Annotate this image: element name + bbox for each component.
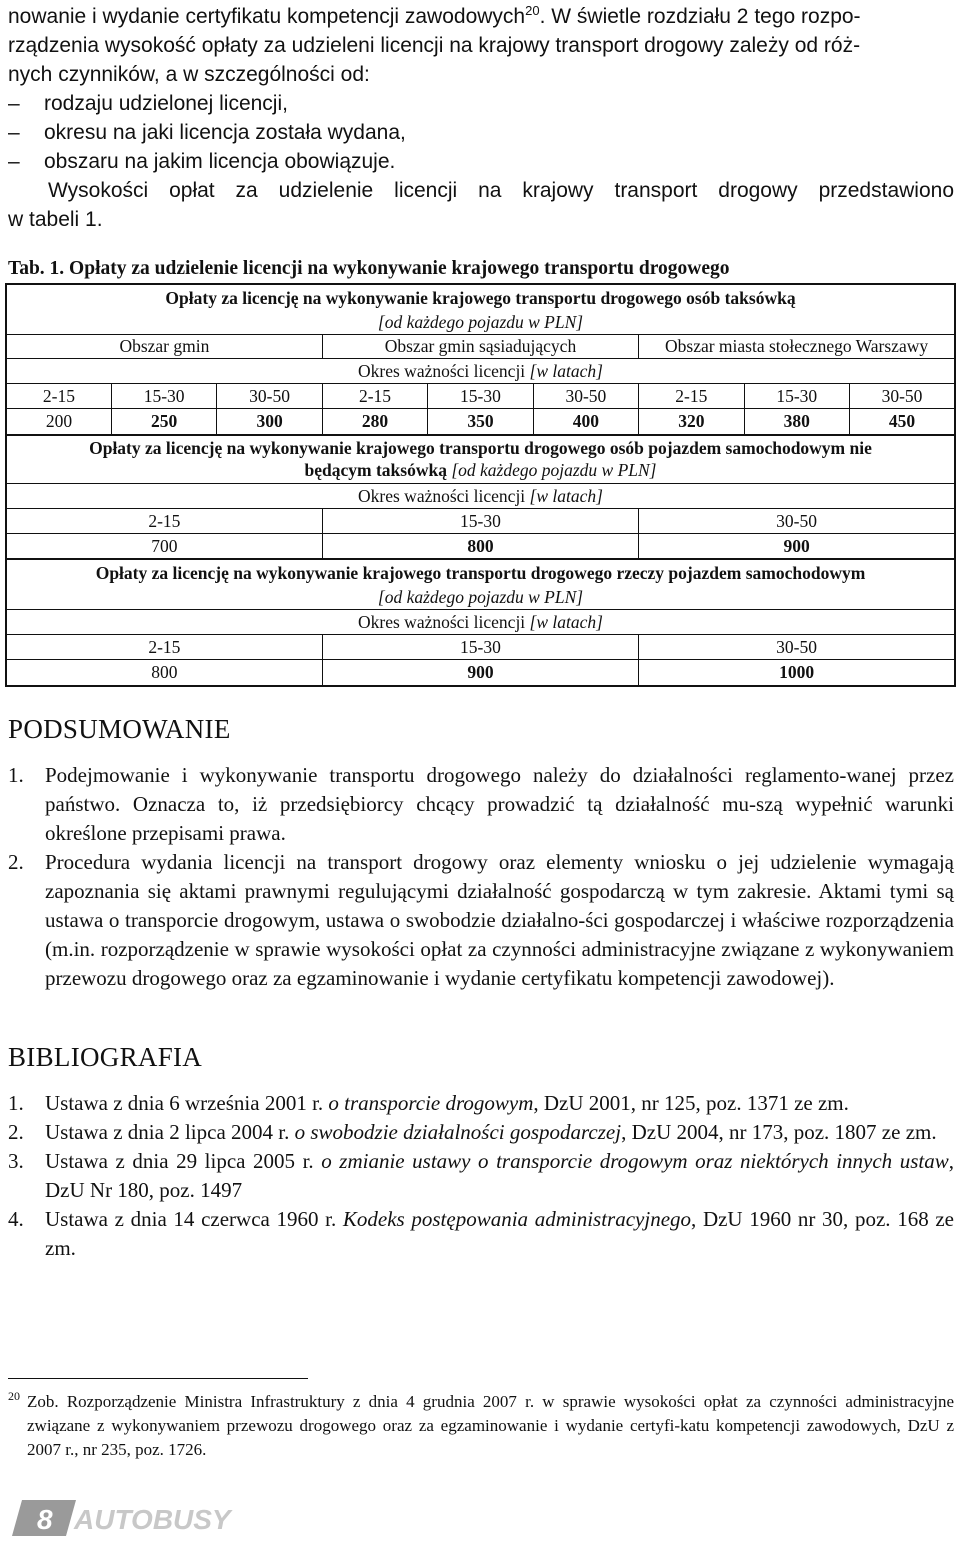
period-unit: [w latach] [529, 611, 603, 632]
table-row [6, 358, 955, 383]
citation-title: Kodeks postępowania administracyjnego [342, 1207, 692, 1231]
citation-text: Ustawa z dnia 2 lipca 2004 r. [45, 1120, 295, 1144]
dash-bullet: – [8, 92, 20, 115]
citation-title: o zmianie ustawy o transporcie drogowym oraz niektórych innych ustaw [321, 1149, 949, 1173]
table-row [6, 508, 955, 533]
period-cell: 30-50 [639, 508, 955, 533]
list-item [8, 761, 954, 848]
summary-list [8, 761, 954, 993]
citation-text: , DzU 2001, nr 125, poz. 1371 ze zm. [533, 1091, 849, 1115]
bibliography-item [8, 1089, 954, 1118]
fee-cell: 320 [639, 408, 744, 435]
summary-heading: PODSUMOWANIE [8, 714, 231, 744]
footnote-number: 20 [8, 1389, 20, 1403]
area-header-gmin: Obszar gmin [6, 334, 322, 358]
fee-cell: 700 [6, 533, 322, 559]
footnote-ref[interactable]: 20 [525, 3, 540, 18]
period-cell: 30-50 [639, 634, 955, 659]
list-item-text: Podejmowanie i wykonywanie transportu drogowego należy do działalności reglamento-wanej przez państwo. Oznacza to, iż przedsiębiorcy chcący prowadzić tą działalność mu-szą wypełnić warunki określone przepisami prawa. [45, 763, 954, 845]
goods-section-title: Opłaty za licencję na wykonywanie krajowego transportu drogowego rzeczy pojazdem samochodowym [6, 559, 955, 585]
period-cell: 2-15 [639, 383, 744, 408]
citation-title: o transporcie drogowym [328, 1091, 534, 1115]
fee-cell: 450 [850, 408, 956, 435]
fee-cell: 800 [6, 659, 322, 686]
table-unit-row [6, 585, 955, 609]
unit-text: [od każdego pojazdu w PLN] [377, 586, 584, 607]
intro-para2-line-1: Wysokości opłat za udzielenie licencji na krajowy transport drogowy przedstawiono [48, 179, 954, 202]
list-item-text: Procedura wydania licencji na transport drogowy oraz elementy wniosku o jej udzielenie wymagają zapoznania się aktami prawnymi regulującymi działalność gospodarczą w tym zakresie. Aktami tymi są ustawa o transporcie drogowym, ustawa o swobodzie działalno-ści gospodarczej i właściwe rozporządzenia (m.in. rozporządzenie w sprawie wysokości opłat za czynności administracyjne związane z wykonywaniem przewozu drogowego oraz za egzaminowanie i wydanie certyfikatu kompetencji zawodowej). [45, 850, 954, 990]
period-cell: 30-50 [217, 383, 322, 408]
table-section-header [6, 559, 955, 585]
period-label: Okres ważności licencji [358, 485, 530, 506]
taxi-section-title: Opłaty za licencję na wykonywanie krajowego transportu drogowego osób taksówką [6, 284, 955, 310]
list-number: 1. [8, 1091, 24, 1115]
list-number: 2. [8, 1120, 24, 1144]
fee-cell: 1000 [639, 659, 955, 686]
footnote-divider [8, 1378, 308, 1379]
citation-text: , DzU 2004, nr 173, poz. 1807 ze zm. [621, 1120, 937, 1144]
unit-text: [od każdego pojazdu w PLN] [451, 460, 657, 481]
table-section-header [6, 435, 955, 483]
dash-item-text: rodzaju udzielonej licencji, [44, 92, 288, 115]
period-cell: 15-30 [111, 383, 216, 408]
period-header [6, 483, 955, 508]
fee-cell: 800 [322, 533, 638, 559]
bibliography-item [8, 1118, 954, 1147]
area-header-neighbouring: Obszar gmin sąsiadujących [322, 334, 638, 358]
bibliography-list [8, 1089, 954, 1263]
dash-list-item [8, 118, 954, 147]
magazine-title: AUTOBUSY [74, 1504, 231, 1535]
citation-text: Ustawa z dnia 29 lipca 2005 r. [45, 1149, 322, 1173]
table-caption: Tab. 1. Opłaty za udzielenie licencji na wykonywanie krajowego transportu drogowego [8, 258, 730, 279]
citation-text: Ustawa z dnia 6 września 2001 r. [45, 1091, 329, 1115]
period-label: Okres ważności licencji [358, 611, 530, 632]
table-row [6, 483, 955, 508]
bibliography-heading: BIBLIOGRAFIA [8, 1042, 203, 1072]
footnote-text: Zob. Rozporządzenie Ministra Infrastruktury z dnia 4 grudnia 2007 r. w sprawie wysokości opłat za czynności administracyjne związane z wykonywaniem przewozu drogowego oraz za egzaminowanie i wydanie certyfi-katu kompetencji zawodowych, DzU z 2007 r., nr 235, poz. 1726. [27, 1392, 954, 1459]
magazine-logo [10, 1496, 260, 1540]
period-cell: 2-15 [6, 634, 322, 659]
period-header [6, 609, 955, 634]
fee-cell: 400 [533, 408, 638, 435]
page-number: 8 [37, 1504, 53, 1535]
footnote [8, 1390, 954, 1462]
table-row [6, 609, 955, 634]
table-row [6, 334, 955, 358]
list-number: 1. [8, 763, 24, 787]
period-unit: [w latach] [529, 485, 603, 506]
bibliography-item [8, 1205, 954, 1263]
fee-cell: 300 [217, 408, 322, 435]
intro-line-3: nych czynników, a w szczególności od: [8, 63, 370, 86]
fee-cell: 280 [322, 408, 427, 435]
period-cell: 15-30 [322, 634, 638, 659]
list-number: 3. [8, 1149, 24, 1173]
unit-label [6, 310, 955, 334]
period-header [6, 358, 955, 383]
table-row [6, 533, 955, 559]
passenger-section-title [6, 435, 955, 483]
period-unit: [w latach] [529, 360, 603, 381]
fee-table [5, 283, 956, 687]
unit-text: [od każdego pojazdu w PLN] [377, 311, 584, 332]
dash-item-text: okresu na jaki licencja została wydana, [44, 121, 406, 144]
citation-text: , DzU Nr 180, poz. 1497 [45, 1149, 954, 1202]
fee-cell: 250 [111, 408, 216, 435]
citation-text: , DzU 1960 nr 30, poz. 168 ze zm. [45, 1207, 954, 1260]
dash-bullet: – [8, 121, 20, 144]
fee-cell: 380 [744, 408, 849, 435]
citation-text: Ustawa z dnia 14 czerwca 1960 r. [45, 1207, 343, 1231]
table-section-header [6, 284, 955, 310]
citation-title: o swobodzie działalności gospodarczej [294, 1120, 622, 1144]
dash-item-text: obszaru na jakim licencja obowiązuje. [44, 150, 396, 173]
intro-text: . W świetle rozdziału 2 tego rozpo- [539, 5, 861, 28]
table-unit-row [6, 310, 955, 334]
list-number: 2. [8, 850, 24, 874]
period-cell: 2-15 [6, 508, 322, 533]
fee-cell: 900 [639, 533, 955, 559]
list-number: 4. [8, 1207, 24, 1231]
intro-line-2: rządzenia wysokość opłaty za udzieleni licencji na krajowy transport drogowy zależy od róż- [8, 34, 861, 57]
period-cell: 30-50 [533, 383, 638, 408]
period-cell: 15-30 [322, 508, 638, 533]
period-label: Okres ważności licencji [358, 360, 530, 381]
period-cell: 15-30 [744, 383, 849, 408]
bibliography-item [8, 1147, 954, 1205]
period-cell: 15-30 [428, 383, 533, 408]
area-header-warsaw: Obszar miasta stołecznego Warszawy [639, 334, 955, 358]
passenger-title-line-2: będącym taksówką [304, 460, 447, 481]
fee-cell: 900 [322, 659, 638, 686]
dash-bullet: – [8, 150, 20, 173]
table-row [6, 383, 955, 408]
list-item [8, 848, 954, 993]
intro-text: nowanie i wydanie certyfikatu kompetencji zawodowych [8, 5, 526, 28]
intro-para2-line-2: w tabeli 1. [8, 208, 103, 231]
dash-list-item [8, 89, 954, 118]
intro-line-1 [8, 2, 954, 31]
period-cell: 2-15 [322, 383, 427, 408]
dash-list-item [8, 147, 954, 176]
unit-label [6, 585, 955, 609]
intro-paragraph [8, 2, 954, 234]
period-cell: 2-15 [6, 383, 111, 408]
passenger-title-line-1: Opłaty za licencję na wykonywanie krajowego transportu drogowego osób pojazdem samochodowym nie [89, 438, 872, 459]
table-row [6, 408, 955, 435]
table-row [6, 634, 955, 659]
period-cell: 30-50 [850, 383, 956, 408]
fee-cell: 200 [6, 408, 111, 435]
fee-cell: 350 [428, 408, 533, 435]
table-row [6, 659, 955, 686]
